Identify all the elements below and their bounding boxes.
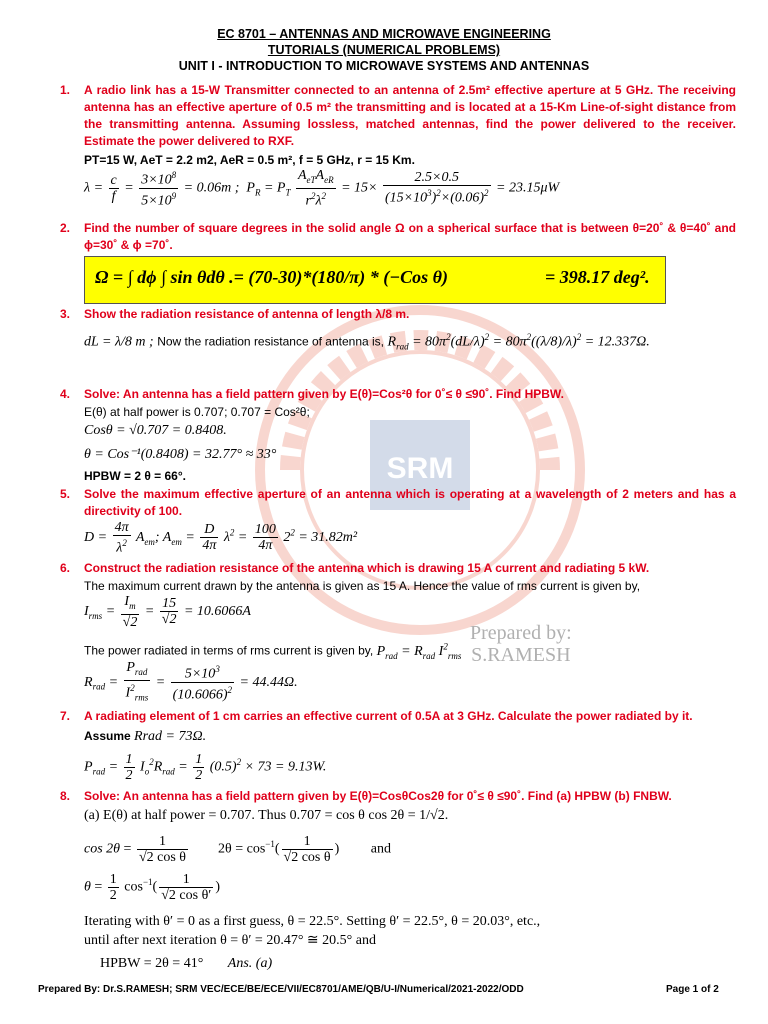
page-number: Page 1 of 2 xyxy=(666,984,719,995)
q1-equations: λ = $\frac{c}{f}$ = $\frac{3\times 10^8}{5\times 10^9}$ = 0.06m ; $P_R = P_T$ $\frac{A_{eT}A_{eR}}{r^2\lambda^2}$ = 15× $\frac{2.5\times 0.5}{(15\times 10^3)^2\times(0.06)^2}$ = 23.15μW xyxy=(84,168,560,209)
question-7: 7. A radiating element of 1 cm carries an effective current of 0.5A at 3 GHz. Calculate the power radiated by it. xyxy=(60,709,693,723)
unit-title: UNIT I - INTRODUCTION TO MICROWAVE SYSTEMS AND ANTENNAS xyxy=(178,59,590,73)
document-subtitle: TUTORIALS (NUMERICAL PROBLEMS) xyxy=(267,43,501,57)
q6-irms-equation: $I_{rms}$ = $\frac{I_m}{√2}$ = $\frac{15}{√2}$ = 10.6066A xyxy=(84,594,251,630)
q8-iteration-2: until after next iteration θ = θ′ = 20.47° ≅ 20.5° and xyxy=(84,933,376,948)
q1-given-values: PT=15 W, AeT = 2.2 m2, AeR = 0.5 m², f = 5 GHz, r = 15 Km. xyxy=(84,153,415,167)
q6-line-1: The maximum current drawn by the antenna is given as 15 A. Hence the value of rms current is given by, xyxy=(84,579,641,593)
q8-iteration-1: Iterating with θ′ = 0 as a first guess, θ = 22.5°. Setting θ′ = 22.5°, θ = 20.03°, etc., xyxy=(84,914,541,929)
q6-line-2: The power radiated in terms of rms current is given by, $P_{rad} = R_{rad}$ $I^2_{rms}$ xyxy=(84,641,462,661)
q8-theta-equation: θ = $\frac{1}{2}$ $\cos^{-1}$( $\frac{1}{\text{√2 cos θ′}}$ ) xyxy=(84,872,221,903)
document-header xyxy=(0,26,768,74)
footer-prepared-by: Prepared By: Dr.S.RAMESH; SRM VEC/ECE/BE/ECE/VII/EC8701/AME/QB/U-I/Numerical/2021-2022/ODD xyxy=(38,984,524,995)
q5-equation: D = $\frac{4\pi}{\lambda^2}$ $A_{em}$; $A_{em}$ = $\frac{D}{4\pi}$ $\lambda^2$ = $\frac{100}{4\pi}$ $2^2 = 31.82m^2$ xyxy=(84,520,358,556)
q4-line-1: E(θ) at half power is 0.707; 0.707 = Cos²θ; xyxy=(84,405,310,419)
q8-hpbw: HPBW = 2θ = 41° Ans. (a) xyxy=(100,956,273,971)
q8-half-power-line: (a) E(θ) at half power = 0.707. Thus 0.707 = cos θ cos 2θ = 1/√2. xyxy=(84,808,449,823)
q2-solid-angle-equation: Ω = ∫ dϕ ∫ sin θdθ .= (70-30)*(180/π) * (−Cos θ) = 398.17 deg². xyxy=(84,256,666,304)
course-title: EC 8701 – ANTENNAS AND MICROWAVE ENGINEERING xyxy=(217,27,551,41)
q3-equation: dL = λ/8 m ; Now the radiation resistance of antenna is, $R_{rad} = 80\pi^2(dL/\lambda)^2 = 80\pi^2((\lambda/8)/\lambda)^2 = 12.337\Omega$. xyxy=(84,332,650,352)
question-4: 4. Solve: An antenna has a field pattern given by E(θ)=Cos²θ for 0˚≤ θ ≤90˚. Find HPBW. xyxy=(60,387,564,401)
q8-and: and xyxy=(370,841,391,857)
q6-rrad-equation: $R_{rad}$ = $\frac{P_{rad}}{I^2_{rms}}$ = $\frac{5\times 10^3}{(10.6066)^2}$ = 44.44Ω. xyxy=(84,660,298,705)
question-5: 5. Solve the maximum effective aperture of an antenna which is operating at a wavelength of 2 meters and has a directivity of 100. xyxy=(60,487,736,518)
question-2: 2. Find the number of square degrees in the solid angle Ω on a spherical surface that is between θ=20˚ & θ=40˚ and ϕ=30˚ & ϕ =70˚. xyxy=(60,221,736,252)
q4-line-2: Cosθ = √0.707 = 0.8408. xyxy=(84,423,227,438)
q4-line-3: θ = Cos⁻¹(0.8408) = 32.77° ≈ 33° xyxy=(84,447,277,462)
q7-equation: $P_{rad}$ = $\frac{1}{2}$ $I_o^2R_{rad}$ = $\frac{1}{2}$ $(0.5)^2 \times 73 = 9.13W$. xyxy=(84,752,327,783)
question-1: 1. A radio link has a 15-W Transmitter connected to an antenna of 2.5m² effective aperture at 5 GHz. The receiving antenna has an effective aperture of 0.5 m² the transmitting and is located at a 15-Km Line-of-sight distance from the transmitting antenna. Assuming lossless, matched antennas, find the power delivered to the receiver. Estimate the power delivered to RXF. xyxy=(60,83,736,148)
q7-assume: Assume Rrad = 73Ω. xyxy=(84,729,207,744)
q8-cos-equations: cos 2θ = $\frac{1}{\text{√2 cos θ}}$ $2\theta = \cos^{-1}$( $\frac{1}{\text{√2 cos θ}}$ ) and xyxy=(84,834,391,865)
question-6: 6. Construct the radiation resistance of the antenna which is drawing 15 A current and radiating 5 kW. xyxy=(60,561,650,575)
q4-hpbw: HPBW = 2 θ = 66°. xyxy=(84,469,186,483)
question-8: 8. Solve: An antenna has a field pattern given by E(θ)=CosθCos2θ for 0˚≤ θ ≤90˚. Find (a) HPBW (b) FNBW. xyxy=(60,789,672,803)
svg-text:SRM: SRM xyxy=(386,452,454,485)
watermark-prepared-by: Prepared by: S.RAMESH xyxy=(470,622,572,666)
question-3: 3. Show the radiation resistance of antenna of length λ/8 m. xyxy=(60,307,410,321)
